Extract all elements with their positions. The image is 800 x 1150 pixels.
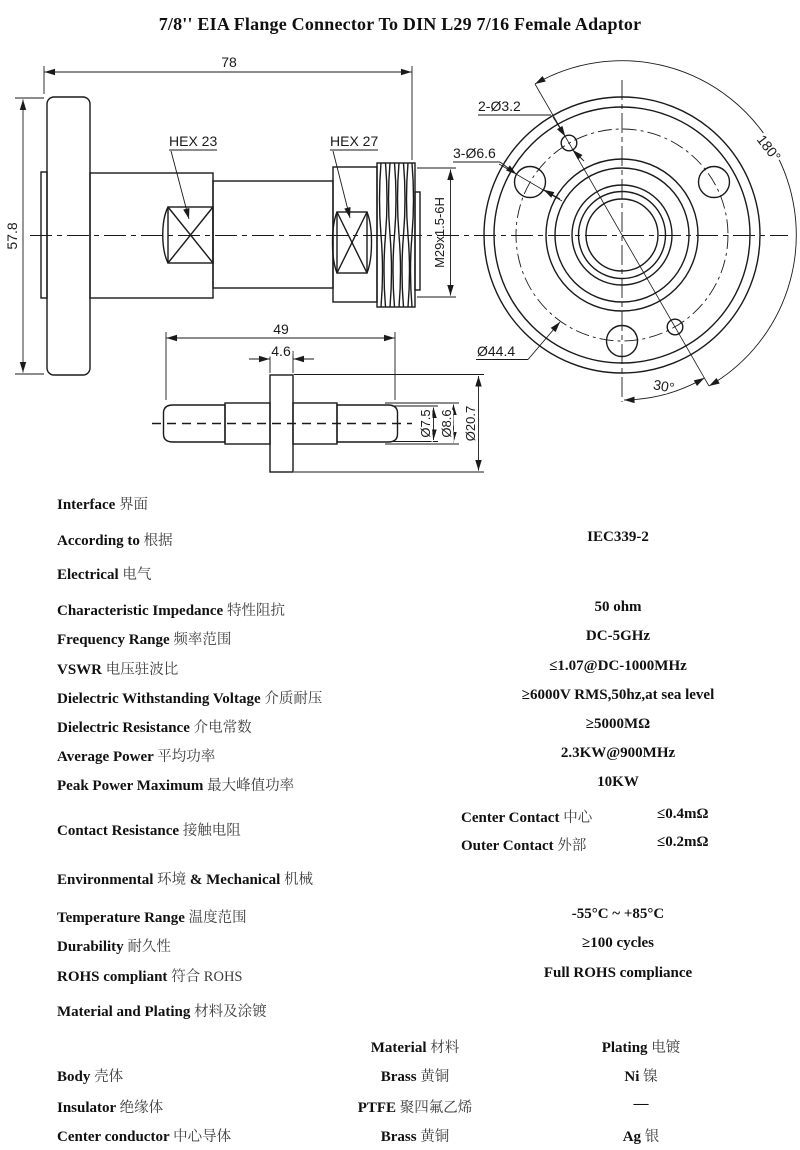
- section-label-en: Material and Plating: [57, 1004, 191, 1020]
- spec-label-zh: 特性阻抗: [226, 603, 285, 619]
- plating-zh: 银: [644, 1129, 660, 1145]
- spec-value-outer-contact: ≤0.2mΩ: [657, 834, 709, 850]
- spec-value-frequency: DC-5GHz: [585, 628, 651, 644]
- spec-label-en: Dielectric Withstanding Voltage: [57, 691, 261, 707]
- spec-row-frequency: [57, 628, 231, 649]
- thread-spec-label: M29x1.5-6H: [432, 197, 447, 268]
- spec-value-rohs: Full ROHS compliance: [543, 965, 693, 981]
- spec-label-en: Dielectric Resistance: [57, 720, 190, 736]
- plating-zh: 镍: [643, 1069, 658, 1085]
- spec-label-en: Outer Contact: [461, 838, 554, 854]
- page-title: 7/8'' EIA Flange Connector To DIN L29 7/16 Female Adaptor: [158, 14, 642, 34]
- plating-en: Ni: [624, 1069, 640, 1085]
- side-view-dimensions: [15, 66, 456, 374]
- section-label-zh2: 机械: [284, 872, 314, 888]
- spec-label-en: Temperature Range: [57, 910, 185, 926]
- large-holes-label: 3-Ø6.6: [453, 145, 496, 161]
- dim-height-label: 57.8: [4, 222, 20, 250]
- spec-label-zh: 接触电阻: [182, 823, 241, 839]
- spec-label-zh: 介质耐压: [264, 691, 323, 707]
- section-label-en: Interface: [57, 497, 116, 513]
- section-electrical: [57, 563, 151, 584]
- spec-label-zh: 中心: [563, 810, 593, 826]
- plating-cell-center-conductor: [561, 1125, 721, 1146]
- plating-en: —: [633, 1096, 649, 1112]
- spec-row-average-power: [57, 745, 215, 766]
- spec-value-withstanding-voltage: ≥6000V RMS,50hz,at sea level: [521, 687, 715, 703]
- pin-disc-width-label: 4.6: [271, 343, 291, 359]
- spec-value-durability: ≥100 cycles: [582, 935, 654, 951]
- material-zh: 聚四氟乙烯: [399, 1100, 473, 1116]
- material-cell-body: [335, 1065, 495, 1086]
- material-en: Brass: [380, 1129, 417, 1145]
- material-en: PTFE: [357, 1100, 397, 1116]
- part-label-en: Center conductor: [57, 1129, 170, 1145]
- part-label-zh: 中心导体: [173, 1129, 232, 1145]
- hex23-label: HEX 23: [169, 133, 218, 149]
- section-label-zh: 材料及涂镀: [194, 1004, 267, 1020]
- dim-width-label: 78: [221, 54, 237, 70]
- header-label-en: Material: [370, 1040, 427, 1056]
- material-cell-center-conductor: [335, 1125, 495, 1146]
- hex27-label: HEX 27: [330, 133, 379, 149]
- spec-label-zh: 耐久性: [127, 939, 171, 955]
- spec-label-en: Durability: [57, 939, 124, 955]
- material-cell-insulator: [335, 1096, 495, 1117]
- header-label-en: Plating: [601, 1040, 648, 1056]
- spec-label-en: Contact Resistance: [57, 823, 180, 839]
- spec-value-peak-power: 10KW: [597, 774, 639, 790]
- pin-view-dimensions: [166, 332, 484, 472]
- spec-label-en: VSWR: [57, 662, 103, 678]
- section-label-zh: 环境: [157, 872, 187, 888]
- plating-en: Ag: [622, 1129, 642, 1145]
- header-label-zh: 电镀: [651, 1040, 681, 1056]
- pin-dia-disc-label: Ø20.7: [463, 405, 478, 442]
- spec-label-zh: 符合 ROHS: [171, 969, 243, 985]
- spec-row-temperature: [57, 906, 247, 927]
- spec-value-dielectric-resistance: ≥5000MΩ: [585, 716, 651, 732]
- pin-dia-small-label: Ø7.5: [418, 409, 433, 438]
- spec-row-vswr: [57, 658, 178, 679]
- section-label-zh: 界面: [119, 497, 149, 513]
- spec-value-center-contact: ≤0.4mΩ: [657, 806, 709, 822]
- spec-row-peak-power: [57, 774, 294, 795]
- material-row-insulator: [57, 1096, 163, 1117]
- section-material-plating: [57, 1000, 267, 1021]
- section-label-en: Electrical: [57, 567, 119, 583]
- pin-dia-mid-label: Ø8.6: [439, 409, 454, 438]
- material-row-body: [57, 1065, 123, 1086]
- spec-row-impedance: [57, 599, 285, 620]
- part-label-zh: 绝缘体: [119, 1100, 164, 1116]
- spec-label-en: According to: [57, 533, 140, 549]
- angle-180-label: 180°: [753, 131, 785, 165]
- material-en: Brass: [380, 1069, 417, 1085]
- spec-label-en: Frequency Range: [57, 632, 170, 648]
- section-environmental-mechanical: [57, 868, 313, 889]
- section-label-zh: 电气: [122, 567, 152, 583]
- bolt-circle-label: Ø44.4: [477, 343, 516, 359]
- spec-label-zh: 根据: [143, 533, 173, 549]
- spec-label-zh: 频率范围: [173, 632, 232, 648]
- spec-label-zh: 温度范围: [188, 910, 247, 926]
- spec-row-rohs: [57, 965, 243, 986]
- spec-subrow-outer-contact: [461, 834, 586, 855]
- spec-label-zh: 平均功率: [157, 749, 216, 765]
- material-column-header: [335, 1036, 495, 1057]
- plating-cell-insulator: [561, 1096, 721, 1113]
- spec-label-en: Characteristic Impedance: [57, 603, 224, 619]
- section-label-en2: & Mechanical: [189, 872, 281, 888]
- spec-label-en: Peak Power Maximum: [57, 778, 204, 794]
- spec-subrow-center-contact: [461, 806, 592, 827]
- spec-row-contact-resistance: [57, 819, 241, 840]
- spec-row-withstanding-voltage: [57, 687, 322, 708]
- spec-row-durability: [57, 935, 171, 956]
- spec-label-zh: 最大峰值功率: [207, 778, 295, 794]
- spec-value-vswr: ≤1.07@DC-1000MHz: [549, 658, 687, 674]
- part-label-zh: 壳体: [94, 1069, 124, 1085]
- pin-length-label: 49: [273, 321, 289, 337]
- section-label-en: Environmental: [57, 872, 154, 888]
- technical-drawing: [0, 0, 800, 486]
- spec-label-zh: 介电常数: [193, 720, 252, 736]
- section-interface: [57, 493, 148, 514]
- spec-value-according-to: IEC339-2: [587, 529, 649, 545]
- spec-label-en: ROHS compliant: [57, 969, 168, 985]
- small-holes-label: 2-Ø3.2: [478, 98, 521, 114]
- plating-column-header: [561, 1036, 721, 1057]
- part-label-en: Body: [57, 1069, 91, 1085]
- spec-value-impedance: 50 ohm: [594, 599, 642, 615]
- material-zh: 黄铜: [420, 1069, 450, 1085]
- plating-cell-body: [561, 1065, 721, 1086]
- spec-label-en: Center Contact: [461, 810, 560, 826]
- header-label-zh: 材料: [430, 1040, 460, 1056]
- material-zh: 黄铜: [420, 1129, 450, 1145]
- spec-label-zh: 电压驻波比: [105, 662, 179, 678]
- spec-label-en: Average Power: [57, 749, 154, 765]
- spec-value-temperature: -55°C ~ +85°C: [571, 906, 665, 922]
- spec-row-dielectric-resistance: [57, 716, 252, 737]
- material-row-center-conductor: [57, 1125, 231, 1146]
- spec-label-zh: 外部: [557, 838, 587, 854]
- spec-row-according-to: [57, 529, 173, 550]
- spec-value-average-power: 2.3KW@900MHz: [560, 745, 676, 761]
- part-label-en: Insulator: [57, 1100, 116, 1116]
- angle-30-label: 30°: [652, 376, 676, 396]
